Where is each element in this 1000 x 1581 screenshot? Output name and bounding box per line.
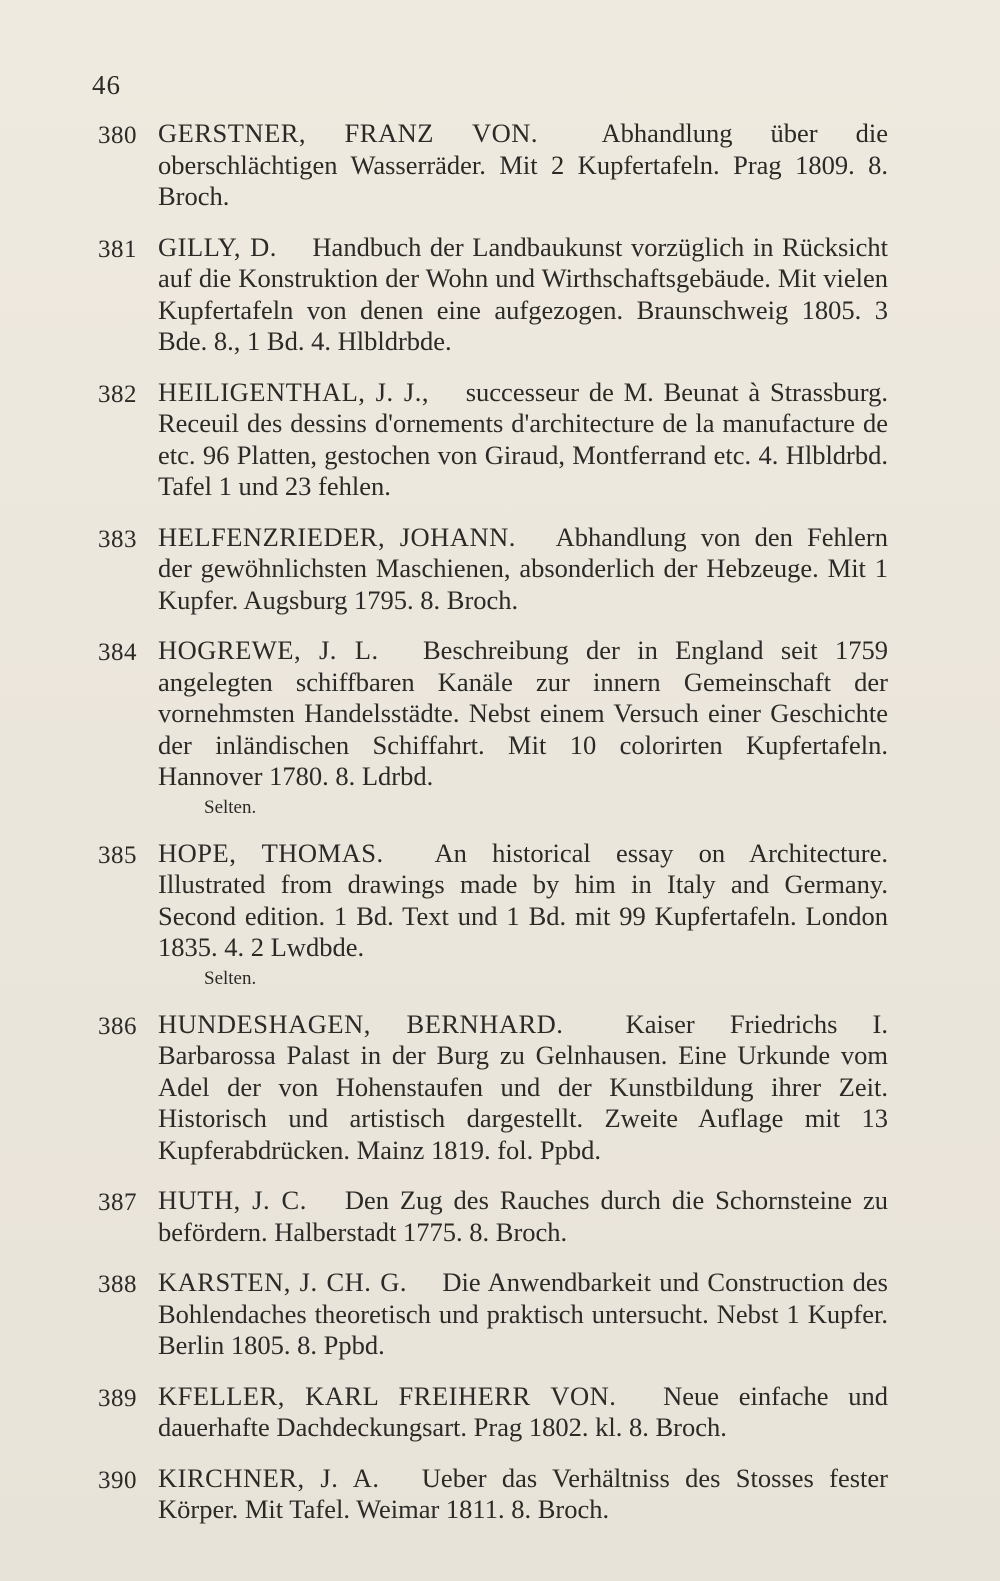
catalog-entry (98, 1381, 888, 1444)
entry-author: KARSTEN, J. CH. G. (158, 1267, 435, 1297)
entry-number: 387 (98, 1189, 137, 1216)
entry-author: HOPE, THOMAS. (158, 837, 411, 868)
catalog-entry (98, 232, 888, 358)
entry-description: successeur de M. Beunat à Strassburg. Receuil des dessins d'ornements d'architecture de la manufacture de etc. 96 Platten, gestochen von Giraud, Montferrand etc. 4. Hlbldrbd. Tafel 1 und 23 fehlen. (158, 376, 888, 501)
entry-description: Beschreibung der in England seit 1759 angelegten schiffbaren Kanäle zur innern Gemeinschaft der vornehmsten Handelsstädte. Nebst einem Versuch einer Geschichte der inländischen Schiffahrt. Mit 10 colorirten Kupfertafeln. Hannover 1780. 8. Ldrbd. (158, 635, 888, 791)
entry-description: Neue einfache und dauerhafte Dachdeckungsart. Prag 1802. kl. 8. Broch. (158, 1380, 889, 1442)
entry-author: HEILIGENTHAL, J. J., (158, 376, 456, 407)
catalog-entry (98, 1463, 888, 1526)
entry-note: Selten. (204, 796, 257, 818)
page-number: 46 (92, 70, 121, 100)
entry-number: 390 (98, 1466, 137, 1494)
entry-author: GILLY, D. (158, 231, 304, 262)
entry-description: Ueber das Verhältniss des Stosses fester Körper. Mit Tafel. Weimar 1811. 8. Broch. (158, 1462, 888, 1524)
entry-number: 383 (98, 525, 137, 553)
entry-number: 384 (98, 639, 137, 666)
catalog-entry (98, 1185, 888, 1248)
entry-author: HUTH, J. C. (158, 1185, 334, 1215)
entry-description: Kaiser Friedrichs I. Barbarossa Palast in der Burg zu Gelnhausen. Eine Urkunde vom Adel der von Hohenstaufen und der Kunstbildung ihrer Zeit. Historisch und artistisch dargestellt. Zweite Auflage mit 13 Kupferabdrücken. Mainz 1819. fol. Ppbd. (158, 1008, 889, 1165)
entry-description: An historical essay on Architecture. Illustrated from drawings made by him in Italy and Germany. Second edition. 1 Bd. Text und 1 Bd. mit 99 Kupfertafeln. London 1835. 4. 2 Lwdbde. (158, 837, 888, 962)
catalog-entry (98, 838, 888, 990)
entry-number: 382 (98, 380, 137, 408)
entry-number: 386 (98, 1012, 137, 1040)
entry-description: Handbuch der Landbaukunst vorzüglich in Rücksicht auf die Konstruktion der Wohn und Wirthschaftsgebäude. Mit vielen Kupfertafeln von denen eine aufgezogen. Braunschweig 1805. 3 Bde. 8., 1 Bd. 4. Hlbldrbde. (158, 231, 889, 356)
entry-author: HELFENZRIEDER, JOHANN. (158, 521, 543, 552)
entry-number: 380 (98, 122, 137, 149)
entry-number: 381 (98, 235, 137, 263)
entry-author: KFELLER, KARL FREIHERR VON. (158, 1380, 644, 1411)
catalog-entry (98, 118, 888, 213)
catalog-entry (98, 377, 888, 503)
catalog-entry (98, 635, 888, 819)
catalog-entry (98, 1267, 888, 1362)
entry-note: Selten. (204, 967, 257, 989)
entry-description: Die Anwendbarkeit und Construction des Bohlendaches theoretisch und praktisch untersucht. Nebst 1 Kupfer. Berlin 1805. 8. Ppbd. (158, 1267, 888, 1360)
entry-list (98, 118, 888, 1545)
catalog-entry (98, 522, 888, 617)
entry-author: GERSTNER, FRANZ VON. (158, 118, 565, 148)
entry-number: 388 (98, 1271, 137, 1298)
entry-author: HOGREWE, J. L. (158, 635, 406, 665)
entry-description: Abhandlung über die oberschlächtigen Wasserräder. Mit 2 Kupfertafeln. Prag 1809. 8. Broch. (158, 118, 888, 211)
entry-description: Abhandlung von den Fehlern der gewöhnlichsten Maschienen, absonderlich der Hebzeuge. Mit 1 Kupfer. Augsburg 1795. 8. Broch. (158, 521, 888, 615)
entry-description: Den Zug des Rauches durch die Schornsteine zu befördern. Halberstadt 1775. 8. Broch. (158, 1185, 889, 1247)
catalog-entry (98, 1009, 888, 1167)
entry-number: 389 (98, 1384, 137, 1412)
entry-author: HUNDESHAGEN, BERNHARD. (158, 1008, 591, 1039)
entry-author: KIRCHNER, J. A. (158, 1462, 407, 1493)
entry-number: 385 (98, 841, 137, 869)
